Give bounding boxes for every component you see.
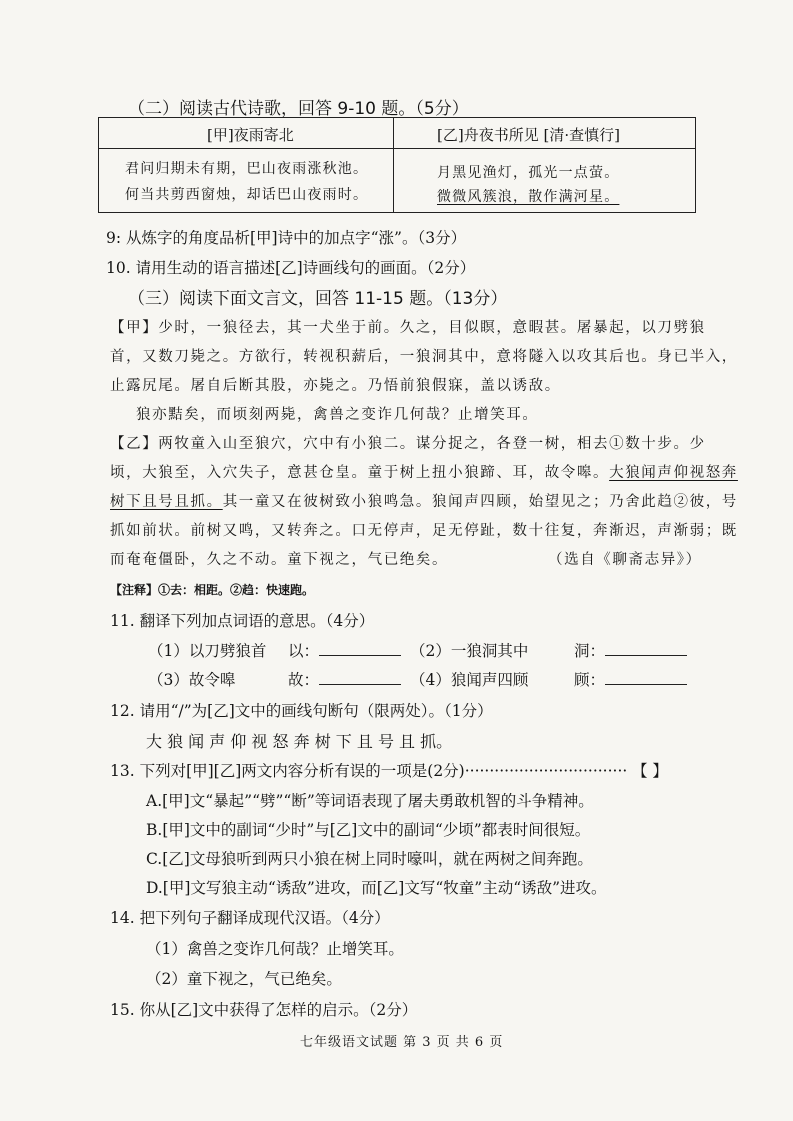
- question-15: 15. 你从[乙]文中获得了怎样的启示。（2分）: [110, 1001, 418, 1019]
- q11-item-2-word: 洞：: [574, 642, 606, 660]
- passage-yi-line-1: 【乙】两牧童入山至狼穴，穴中有小狼二。谋分捉之，各登一树，相去①数十步。少: [110, 436, 706, 452]
- q13-option-d: D.[甲]文写狼主动“诱敌”进攻，而[乙]文写“牧童”主动“诱敌”进攻。: [146, 879, 607, 897]
- q11-item-3: [148, 668, 235, 690]
- passage-jia-line-4: 狼亦黠矣，而顷刻两毙，禽兽之变诈几何哉？止增笑耳。: [136, 407, 539, 423]
- q11-item-2-answer: [574, 639, 687, 661]
- passage-yi-line-4: 抓如前状。前树又鸣，又转奔之。口无停声，足无停趾，数十往复，奔渐迟，声渐弱；既: [110, 523, 738, 539]
- q11-item-1-word: 以：: [288, 642, 320, 660]
- question-9: 9: 从炼字的角度品析[甲]诗中的加点字“涨”。（3分）: [106, 229, 467, 247]
- poem-a-line-2: 何当共剪西窗烛，却话巴山夜雨时。: [125, 187, 369, 203]
- q14-sentence-2: （2）童下视之，气已绝矣。: [146, 970, 342, 988]
- passage-yi-line-3b: 其一童又在彼树致小狼鸣急。狼闻声四顾，始望见之；乃舍此趋②彼，号: [222, 494, 738, 510]
- q11-item-4: [410, 668, 528, 690]
- q13-option-a: A.[甲]文“暴起”“劈”“断”等词语表现了屠夫勇敢机智的斗争精神。: [146, 792, 594, 810]
- poem-table: [98, 117, 696, 213]
- page-footer: 七年级语文试题 第 3 页 共 6 页: [300, 1035, 504, 1050]
- q11-item-3-word: 故：: [288, 671, 320, 689]
- question-10: 10. 请用生动的语言描述[乙]诗画线句的画面。（2分）: [106, 259, 476, 277]
- section2-title: （二）阅读古代诗歌，回答 9-10 题。（5分）: [128, 99, 469, 119]
- answer-blank[interactable]: [319, 654, 401, 656]
- passage-yi-line-3: [110, 490, 738, 511]
- q11-item-3-answer: [288, 668, 401, 690]
- q11-item-4-answer: [574, 668, 687, 690]
- answer-blank[interactable]: [605, 683, 687, 685]
- q11-item-2-phrase: （2）一狼洞其中: [410, 642, 529, 660]
- q14-sentence-1: （1）禽兽之变诈几何哉？止增笑耳。: [146, 940, 404, 958]
- answer-blank[interactable]: [605, 654, 687, 656]
- q12-sentence: 大 狼 闻 声 仰 视 怒 奔 树 下 且 号 且 抓。: [146, 732, 453, 751]
- passage-yi-underlined-3a: 树下且号且抓。: [110, 494, 223, 510]
- passage-jia-line-3: 止露尻尾。屠自后断其股，亦毙之。乃悟前狼假寐，盖以诱敌。: [110, 378, 561, 394]
- poem-b-line-1: 月黑见渔灯，孤光一点萤。: [437, 165, 620, 181]
- poem-b-line-2-underlined: 微微风簇浪，散作满河星。: [437, 189, 620, 205]
- annotation-note: 【注释】①去：相距。②趋：快速跑。: [110, 583, 315, 597]
- passage-yi-line-5: 而奄奄僵卧，久之不动。童下视之，气已绝矣。: [110, 552, 449, 568]
- passage-jia-line-1: 【甲】少时，一狼径去，其一犬坐于前。久之，目似瞑，意暇甚。屠暴起，以刀劈狼: [110, 320, 706, 336]
- question-13: 13. 下列对[甲][乙]两文内容分析有误的一项是(2分)·································: [110, 762, 628, 780]
- passage-yi-line-2a: 顷，大狼至，入穴失子，意甚仓皇。童于树上扭小狼蹄、耳，故令嗥。: [110, 465, 610, 481]
- q11-item-1: [148, 639, 266, 661]
- question-11: 11. 翻译下列加点词语的意思。（4分）: [110, 612, 375, 630]
- passage-jia-line-2: 首，又数刀毙之。方欲行，转视积薪后，一狼洞其中，意将隧入以攻其后也。身已半入，: [110, 349, 738, 365]
- passage-yi-underlined-2b: 大狼闻声仰视怒奔: [609, 465, 738, 481]
- poem-b-title: [乙]舟夜书所见 [清·查慎行]: [437, 126, 620, 144]
- answer-bracket[interactable]: 【 】: [632, 762, 668, 780]
- q13-option-b: B.[甲]文中的副词“少时”与[乙]文中的副词“少顷”都表时间很短。: [146, 821, 591, 839]
- question-14: 14. 把下列句子翻译成现代汉语。（4分）: [110, 909, 390, 927]
- passage-yi-line-2: [110, 461, 738, 482]
- table-header-line: [99, 148, 695, 149]
- q11-item-1-answer: [288, 639, 401, 661]
- poem-a-title: [甲]夜雨寄北: [207, 126, 294, 144]
- q13-option-c: C.[乙]文母狼听到两只小狼在树上同时嚎叫，就在两树之间奔跑。: [146, 850, 593, 868]
- q11-item-4-word: 顾：: [574, 671, 606, 689]
- q11-item-2: [410, 639, 528, 661]
- table-divider: [393, 118, 394, 212]
- q11-item-3-phrase: （3）故令嗥: [148, 671, 236, 689]
- q11-item-1-phrase: （1）以刀劈狼首: [148, 642, 267, 660]
- section3-title: （三）阅读下面文言文，回答 11-15 题。（13分）: [128, 289, 508, 309]
- q11-item-4-phrase: （4）狼闻声四顾: [410, 671, 529, 689]
- passage-source: （选自《聊斋志异》）: [548, 552, 702, 568]
- answer-blank[interactable]: [319, 683, 401, 685]
- poem-a-line-1: 君问归期未有期，巴山夜雨涨秋池。: [125, 161, 369, 177]
- question-12: 12. 请用“/”为[乙]文中的画线句断句（限两处）。（1分）: [110, 702, 493, 720]
